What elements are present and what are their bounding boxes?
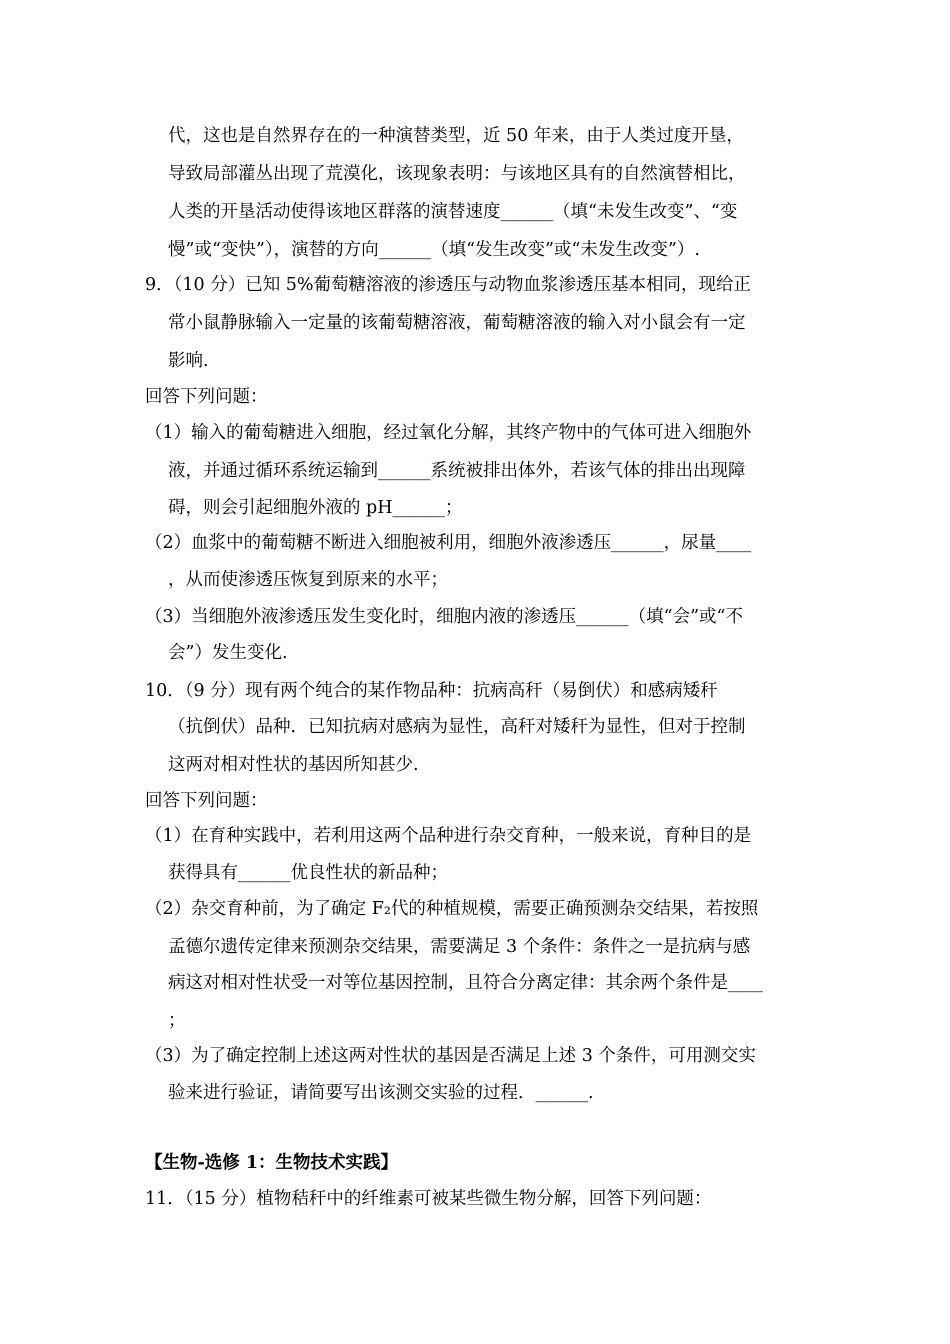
q10-part1-line-2: 获得具有______优良性状的新品种；	[168, 863, 448, 883]
q10-part2-line-2: 孟德尔遗传定律来预测杂交结果，需要满足 3 个条件：条件之一是抗病与感	[168, 937, 751, 957]
q10-part3-line-2: 验来进行验证，请简要写出该测交实验的过程．______.	[168, 1083, 594, 1103]
q8-text-line-4: 慢”或“变快”），演替的方向______（填“发生改变”或“未发生改变”）.	[168, 240, 700, 260]
q9-part3-line-2: 会”）发生变化.	[168, 643, 288, 663]
q9-part1-line-3: 碍，则会引起细胞外液的 pH______；	[168, 498, 463, 518]
q10-part3-line-1: （3）为了确定控制上述这两对性状的基因是否满足上述 3 个条件，可用测交实	[145, 1046, 756, 1066]
q9-part2-line-1: （2）血浆中的葡萄糖不断进入细胞被利用，细胞外液渗透压______，尿量____	[145, 533, 752, 553]
q9-part3-line-1: （3）当细胞外液渗透压发生变化时，细胞内液的渗透压______（填“会”或“不	[145, 607, 743, 627]
q10-stem-line-3: 这两对相对性状的基因所知甚少.	[168, 755, 419, 775]
q10-stem-line-2: （抗倒伏）品种．已知抗病对感病为显性，高秆对矮秆为显性，但对于控制	[168, 717, 746, 737]
q9-prompt: 回答下列问题：	[145, 387, 268, 407]
q8-text-line-1: 代，这也是自然界存在的一种演替类型，近 50 年来，由于人类过度开垦，	[168, 126, 744, 146]
q10-part2-line-1: （2）杂交育种前，为了确定 F₂代的种植规模，需要正确预测杂交结果，若按照	[145, 899, 759, 919]
q10-stem-line-1: 10．（9 分）现有两个纯合的某作物品种：抗病高秆（易倒伏）和感病矮秆	[145, 681, 718, 701]
q9-part1-line-2: 液，并通过循环系统运输到______系统被排出体外，若该气体的排出出现障	[168, 461, 746, 481]
q9-part1-line-1: （1）输入的葡萄糖进入细胞，经过氧化分解，其终产物中的气体可进入细胞外	[145, 423, 752, 443]
q9-stem-line-3: 影响.	[168, 351, 209, 371]
q9-stem-line-1: 9．（10 分）已知 5%葡萄糖溶液的渗透压与动物血浆渗透压基本相同，现给正	[145, 275, 752, 295]
q10-part2-line-4: ；	[168, 1011, 186, 1031]
section-heading: 【生物-选修 1：生物技术实践】	[145, 1153, 399, 1173]
q9-part2-line-2: ，从而使渗透压恢复到原来的水平；	[168, 570, 448, 590]
q8-text-line-2: 导致局部灌丛出现了荒漠化，该现象表明：与该地区具有的自然演替相比，	[168, 164, 746, 184]
q9-stem-line-2: 常小鼠静脉输入一定量的该葡萄糖溶液，葡萄糖溶液的输入对小鼠会有一定	[168, 313, 746, 333]
q10-prompt: 回答下列问题：	[145, 791, 268, 811]
q8-text-line-3: 人类的开垦活动使得该地区群落的演替速度______（填“未发生改变”、“变	[168, 202, 738, 222]
q10-part1-line-1: （1）在育种实践中，若利用这两个品种进行杂交育种，一般来说，育种目的是	[145, 826, 752, 846]
q10-part2-line-3: 病这对相对性状受一对等位基因控制，且符合分离定律：其余两个条件是____	[168, 973, 763, 993]
q11-stem-line-1: 11．（15 分）植物秸秆中的纤维素可被某些微生物分解，回答下列问题：	[145, 1189, 712, 1209]
